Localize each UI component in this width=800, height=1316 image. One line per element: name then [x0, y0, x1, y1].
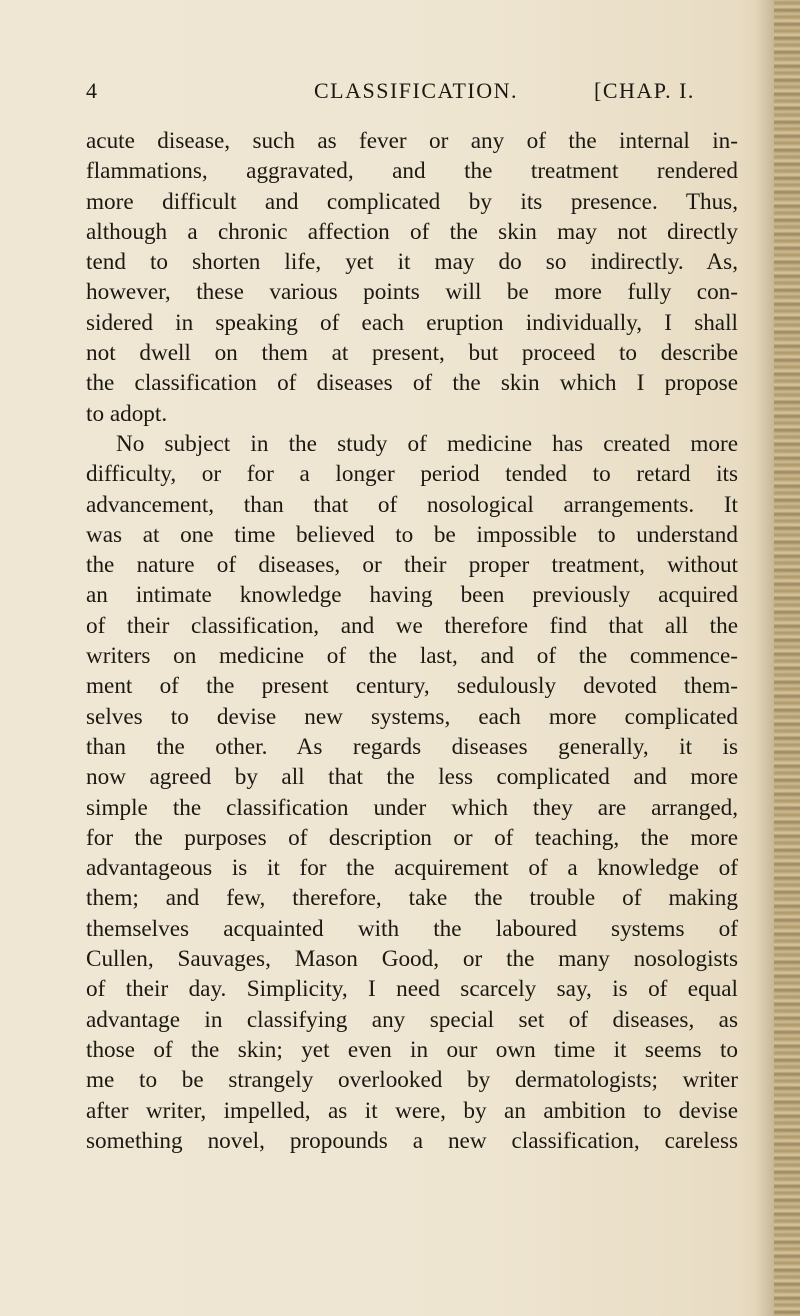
page-edge	[774, 0, 800, 1316]
text-line: advantageous is it for the acquirement of a knowledge of	[86, 855, 738, 882]
text-line: me to be strangely overlooked by dermatologists; writer	[86, 1067, 738, 1094]
chapter-reference: [CHAP. I.	[594, 78, 695, 103]
text-line: was at one time believed to be impossible to understand	[86, 521, 738, 548]
page-edge-shadow	[756, 0, 774, 1316]
text-line: flammations, aggravated, and the treatment rendered	[86, 158, 738, 185]
text-line: ment of the present century, sedulously devoted them-	[86, 673, 738, 700]
text-line: to adopt.	[86, 400, 168, 427]
running-head: CLASSIFICATION.	[314, 78, 519, 103]
text-line: of their day. Simplicity, I need scarcely say, is of equal	[86, 976, 738, 1003]
text-line: however, these various points will be more fully con-	[86, 279, 738, 306]
text-line: than the other. As regards diseases generally, it is	[86, 733, 738, 760]
text-line: those of the skin; yet even in our own time it seems to	[86, 1036, 738, 1063]
text-line: now agreed by all that the less complicated and more	[86, 764, 738, 791]
text-line: something novel, propounds a new classification, careless	[86, 1127, 738, 1154]
text-line: although a chronic affection of the skin may not directly	[86, 218, 738, 245]
text-line: of their classification, and we therefore find that all the	[86, 612, 738, 639]
text-line: more difficult and complicated by its presence. Thus,	[86, 188, 738, 215]
text-line: the nature of diseases, or their proper treatment, without	[86, 552, 738, 579]
page-number: 4	[86, 78, 99, 103]
text-line: advantage in classifying any special set of diseases, as	[86, 1006, 738, 1033]
text-line: selves to devise new systems, each more complicated	[86, 703, 738, 730]
text-line: simple the classification under which they are arranged,	[86, 794, 738, 821]
body-text	[86, 126, 738, 1156]
text-line: No subject in the study of medicine has created more	[116, 430, 738, 457]
text-line: writers on medicine of the last, and of the commence-	[86, 643, 738, 670]
text-line: sidered in speaking of each eruption individually, I shall	[86, 309, 738, 336]
text-line: not dwell on them at present, but proceed to describe	[86, 340, 738, 367]
text-line: for the purposes of description or of teaching, the more	[86, 824, 738, 851]
text-line: difficulty, or for a longer period tended to retard its	[86, 461, 738, 488]
page-header	[86, 78, 738, 112]
text-line: them; and few, therefore, take the trouble of making	[86, 885, 738, 912]
text-line: advancement, than that of nosological arrangements. It	[86, 491, 738, 518]
text-line: the classification of diseases of the skin which I propose	[86, 370, 738, 397]
text-line: themselves acquainted with the laboured systems of	[86, 915, 738, 942]
text-line: acute disease, such as fever or any of the internal in-	[86, 128, 738, 154]
text-line: an intimate knowledge having been previously acquired	[86, 582, 738, 609]
text-line: Cullen, Sauvages, Mason Good, or the many nosologists	[86, 946, 738, 973]
text-line: tend to shorten life, yet it may do so indirectly. As,	[86, 249, 738, 276]
text-line: after writer, impelled, as it were, by an ambition to devise	[86, 1097, 738, 1124]
